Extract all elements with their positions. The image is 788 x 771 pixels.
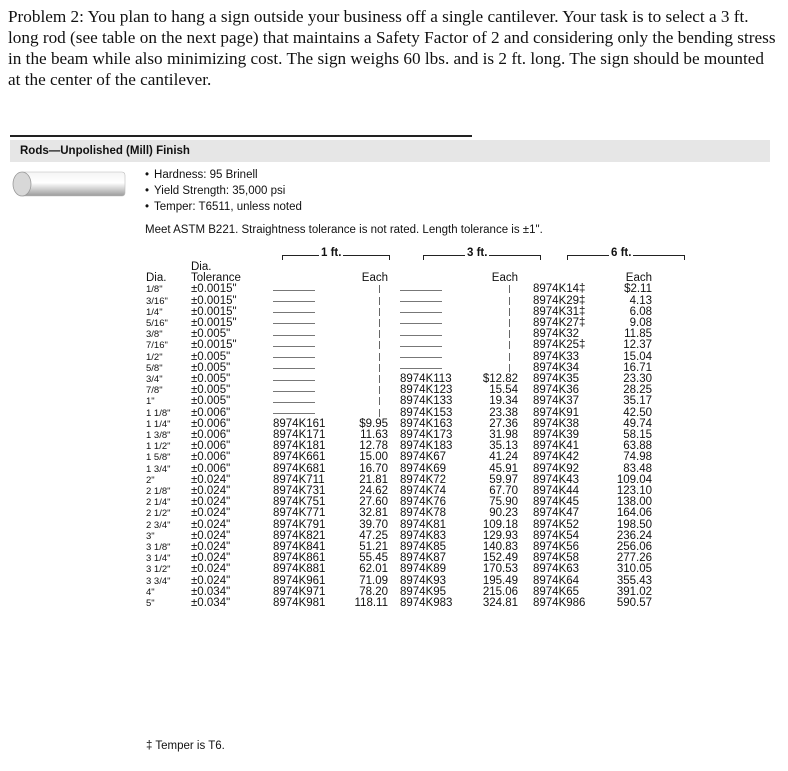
- dia-cell: 1 3/8": [146, 430, 171, 442]
- empty-dash: [273, 290, 315, 291]
- part-3ft-cell: 8974K89: [400, 563, 447, 576]
- part-6ft-cell: 8974K36: [533, 384, 580, 397]
- dia-cell: 1/8": [146, 284, 163, 296]
- empty-dash: [273, 301, 315, 302]
- table-row: [146, 284, 652, 295]
- tolerance-cell: ±0.0015": [191, 305, 237, 318]
- part-3ft-cell: 8974K76: [400, 496, 447, 509]
- part-1ft-cell: [273, 329, 333, 340]
- price-6ft-cell: 12.37: [623, 339, 652, 352]
- part-6ft-cell: 8974K32: [533, 328, 580, 341]
- price-3ft-cell: [472, 352, 518, 363]
- price-3ft-cell: 109.18: [482, 518, 518, 531]
- group-label-3ft: 3 ft.: [467, 247, 488, 259]
- tolerance-cell: ±0.024": [191, 541, 231, 554]
- part-6ft-cell: 8974K58: [533, 552, 580, 565]
- table-row: [146, 452, 652, 463]
- price-6ft-cell: 83.48: [623, 462, 652, 475]
- part-6ft-cell: 8974K27‡: [533, 317, 586, 330]
- price-1ft-cell: 11.63: [360, 429, 388, 442]
- price-1ft-cell: 39.70: [359, 518, 388, 531]
- price-6ft-cell: 9.08: [629, 317, 652, 330]
- price-1ft-cell: [333, 284, 388, 295]
- empty-dash: [273, 357, 315, 358]
- price-3ft-cell: 31.98: [489, 429, 518, 442]
- empty-dash: [273, 380, 315, 381]
- price-1ft-cell: 51.21: [359, 541, 388, 554]
- part-3ft-cell: 8974K93: [400, 574, 447, 587]
- tolerance-cell: ±0.006": [191, 451, 231, 464]
- tolerance-cell: ±0.0015": [191, 339, 237, 352]
- price-3ft-cell: [472, 318, 518, 329]
- problem-statement: Problem 2: You plan to hang a sign outside your business off a single cantilever. Your task is to select a 3 ft. long rod (see table on the next page) that maintains a Safety Factor of 2 and considering only the bending stress in the beam while also minimizing cost. The sign weighs 60 lbs. and is 2 ft. long. The sign should be mounted at the center of the cantilever.: [8, 7, 776, 89]
- part-3ft-cell: 8974K87: [400, 552, 447, 565]
- empty-mark: [509, 319, 510, 327]
- part-1ft-cell: 8974K771: [273, 507, 326, 520]
- dia-cell: 5": [146, 598, 155, 610]
- tolerance-cell: ±0.034": [191, 585, 231, 598]
- part-6ft-cell: 8974K33: [533, 350, 580, 363]
- part-1ft-cell: 8974K861: [273, 552, 326, 565]
- dia-cell: 5/16": [146, 318, 168, 330]
- part-3ft-cell: 8974K183: [400, 440, 453, 453]
- empty-mark: [509, 353, 510, 361]
- price-6ft-cell: 74.98: [623, 451, 652, 464]
- group-label-1ft: 1 ft.: [321, 247, 342, 259]
- empty-mark: [379, 375, 380, 383]
- price-6ft-cell: 109.04: [616, 473, 652, 486]
- part-6ft-cell: 8974K52: [533, 518, 580, 531]
- empty-mark: [509, 364, 510, 372]
- dia-cell: 1 1/8": [146, 407, 171, 419]
- part-1ft-cell: 8974K681: [273, 462, 326, 475]
- part-3ft-cell: 8974K74: [400, 485, 447, 498]
- group-header-6ft: [567, 247, 685, 261]
- part-1ft-cell: [273, 385, 333, 396]
- dia-cell: 7/8": [146, 385, 163, 397]
- tolerance-cell: ±0.024": [191, 518, 231, 531]
- tolerance-cell: ±0.005": [191, 384, 231, 397]
- rod-price-table: [146, 262, 652, 609]
- dia-cell: 1 1/4": [146, 418, 171, 430]
- part-6ft-cell: 8974K14‡: [533, 283, 586, 296]
- part-3ft-cell: [388, 329, 472, 340]
- price-3ft-cell: [472, 329, 518, 340]
- dia-cell: 1 5/8": [146, 452, 171, 464]
- price-1ft-cell: 27.60: [359, 496, 388, 509]
- empty-dash: [273, 335, 315, 336]
- price-1ft-cell: [333, 385, 388, 396]
- part-6ft-cell: 8974K39: [533, 429, 580, 442]
- empty-dash: [400, 368, 442, 369]
- price-6ft-cell: 4.13: [629, 294, 652, 307]
- header-tol-top: Dia.: [191, 261, 212, 273]
- empty-dash: [273, 323, 315, 324]
- table-row: [146, 564, 652, 575]
- part-3ft-cell: 8974K113: [400, 373, 452, 386]
- empty-mark: [379, 386, 380, 394]
- empty-mark: [379, 297, 380, 305]
- empty-dash: [400, 301, 442, 302]
- price-3ft-cell: 19.34: [489, 395, 518, 408]
- part-6ft-cell: 8974K35: [533, 373, 580, 386]
- empty-mark: [379, 409, 380, 417]
- part-3ft-cell: [388, 296, 472, 307]
- tolerance-cell: ±0.024": [191, 473, 231, 486]
- section-title: Rods—Unpolished (Mill) Finish: [20, 145, 190, 157]
- part-3ft-cell: [388, 318, 472, 329]
- header-each-1ft: Each: [361, 272, 388, 285]
- top-rule: [10, 135, 472, 137]
- price-6ft-cell: 49.74: [623, 417, 652, 430]
- dia-cell: 3/16": [146, 295, 168, 307]
- dia-cell: 1 3/4": [146, 463, 171, 475]
- price-1ft-cell: [333, 374, 388, 385]
- price-3ft-cell: 59.97: [489, 473, 518, 486]
- dia-cell: 3/8": [146, 329, 163, 341]
- part-1ft-cell: 8974K171: [273, 429, 326, 442]
- part-1ft-cell: 8974K981: [273, 597, 326, 610]
- part-6ft-cell: 8974K29‡: [533, 294, 586, 307]
- price-1ft-cell: $9.95: [359, 417, 388, 430]
- tolerance-cell: ±0.006": [191, 417, 231, 430]
- dia-cell: 2 1/8": [146, 486, 171, 498]
- table-row: [146, 508, 652, 519]
- part-3ft-cell: 8974K69: [400, 462, 447, 475]
- price-1ft-cell: [333, 352, 388, 363]
- price-6ft-cell: 164.06: [616, 507, 652, 520]
- price-6ft-cell: $2.11: [624, 283, 652, 296]
- part-3ft-cell: 8974K123: [400, 384, 453, 397]
- dia-cell: 5/8": [146, 362, 163, 374]
- group-header-3ft: [423, 247, 541, 261]
- part-6ft-cell: 8974K91: [533, 406, 580, 419]
- price-3ft-cell: 67.70: [489, 485, 518, 498]
- part-6ft-cell: 8974K25‡: [533, 339, 586, 352]
- dia-cell: 3 1/8": [146, 542, 171, 554]
- empty-mark: [509, 297, 510, 305]
- part-3ft-cell: [388, 352, 472, 363]
- rod-image: [10, 166, 132, 202]
- part-6ft-cell: 8974K31‡: [533, 305, 586, 318]
- tolerance-cell: ±0.024": [191, 496, 231, 509]
- price-6ft-cell: 138.00: [616, 496, 652, 509]
- standards-note: Meet ASTM B221. Straightness tolerance is not rated. Length tolerance is ±1".: [145, 224, 543, 236]
- empty-mark: [509, 308, 510, 316]
- part-1ft-cell: 8974K961: [273, 574, 326, 587]
- tolerance-cell: ±0.024": [191, 574, 231, 587]
- empty-mark: [379, 341, 380, 349]
- part-6ft-cell: 8974K47: [533, 507, 580, 520]
- part-3ft-cell: 8974K163: [400, 417, 453, 430]
- price-3ft-cell: 152.49: [482, 552, 518, 565]
- part-3ft-cell: 8974K983: [400, 597, 453, 610]
- price-3ft-cell: 195.49: [482, 574, 518, 587]
- table-row: [146, 396, 652, 407]
- dia-cell: 3 1/2": [146, 564, 171, 576]
- empty-mark: [509, 341, 510, 349]
- price-1ft-cell: 24.62: [359, 485, 388, 498]
- part-6ft-cell: 8974K45: [533, 496, 580, 509]
- price-6ft-cell: 198.50: [616, 518, 652, 531]
- price-3ft-cell: 90.23: [489, 507, 518, 520]
- price-1ft-cell: [333, 363, 388, 374]
- price-1ft-cell: [333, 396, 388, 407]
- part-1ft-cell: [273, 284, 333, 295]
- price-3ft-cell: [472, 284, 518, 295]
- price-1ft-cell: 21.81: [359, 473, 388, 486]
- empty-dash: [400, 357, 442, 358]
- part-3ft-cell: 8974K78: [400, 507, 447, 520]
- part-6ft-cell: 8974K63: [533, 563, 580, 576]
- part-6ft-cell: 8974K54: [533, 529, 580, 542]
- price-3ft-cell: 140.83: [482, 541, 518, 554]
- part-1ft-cell: [273, 363, 333, 374]
- tolerance-cell: ±0.024": [191, 563, 231, 576]
- tolerance-cell: ±0.0015": [191, 283, 237, 296]
- price-6ft-cell: 58.15: [623, 429, 652, 442]
- part-1ft-cell: 8974K751: [273, 496, 326, 509]
- empty-dash: [273, 391, 315, 392]
- empty-dash: [400, 346, 442, 347]
- empty-mark: [379, 353, 380, 361]
- empty-mark: [379, 285, 380, 293]
- price-3ft-cell: 215.06: [482, 585, 518, 598]
- part-1ft-cell: [273, 352, 333, 363]
- empty-dash: [400, 323, 442, 324]
- part-6ft-cell: 8974K34: [533, 361, 580, 374]
- price-3ft-cell: 170.53: [482, 563, 518, 576]
- empty-mark: [509, 285, 510, 293]
- dia-cell: 3": [146, 530, 155, 542]
- part-6ft-cell: 8974K43: [533, 473, 580, 486]
- price-6ft-cell: 11.85: [624, 328, 652, 341]
- price-6ft-cell: 391.02: [616, 585, 652, 598]
- price-3ft-cell: [472, 307, 518, 318]
- price-3ft-cell: [472, 296, 518, 307]
- dia-cell: 2 1/4": [146, 497, 171, 509]
- part-3ft-cell: 8974K95: [400, 585, 447, 598]
- part-1ft-cell: 8974K841: [273, 541, 326, 554]
- tolerance-cell: ±0.034": [191, 597, 231, 610]
- group-header-1ft: [282, 247, 390, 261]
- table-row: [146, 340, 652, 351]
- dia-cell: 7/16": [146, 340, 168, 352]
- price-3ft-cell: 41.24: [489, 451, 518, 464]
- price-3ft-cell: 75.90: [489, 496, 518, 509]
- part-3ft-cell: 8974K153: [400, 406, 453, 419]
- dia-cell: 3/4": [146, 374, 163, 386]
- price-3ft-cell: 324.81: [482, 597, 518, 610]
- empty-dash: [273, 413, 315, 414]
- price-6ft-cell: 42.50: [623, 406, 652, 419]
- part-1ft-cell: [273, 296, 333, 307]
- price-3ft-cell: 35.13: [489, 440, 518, 453]
- part-1ft-cell: 8974K821: [273, 529, 326, 542]
- tolerance-cell: ±0.005": [191, 373, 231, 386]
- part-1ft-cell: 8974K661: [273, 451, 326, 464]
- part-1ft-cell: [273, 374, 333, 385]
- dia-cell: 1/2": [146, 351, 163, 363]
- empty-dash: [273, 402, 315, 403]
- dia-cell: 3 3/4": [146, 575, 171, 587]
- part-3ft-cell: 8974K81: [400, 518, 447, 531]
- price-1ft-cell: 78.20: [359, 585, 388, 598]
- price-6ft-cell: 355.43: [616, 574, 652, 587]
- price-3ft-cell: 23.38: [489, 406, 518, 419]
- empty-dash: [273, 346, 315, 347]
- price-1ft-cell: 62.01: [359, 563, 388, 576]
- tolerance-cell: ±0.024": [191, 507, 231, 520]
- empty-mark: [379, 319, 380, 327]
- empty-dash: [273, 368, 315, 369]
- price-6ft-cell: 23.30: [623, 373, 652, 386]
- price-6ft-cell: 277.26: [616, 552, 652, 565]
- price-1ft-cell: [333, 307, 388, 318]
- part-3ft-cell: 8974K83: [400, 529, 447, 542]
- property-temper: • Temper: T6511, unless noted: [145, 199, 302, 215]
- part-1ft-cell: 8974K971: [273, 585, 326, 598]
- header-tolerance: Tolerance: [191, 272, 241, 285]
- price-1ft-cell: 16.70: [359, 462, 388, 475]
- tolerance-cell: ±0.005": [191, 350, 231, 363]
- dia-cell: 2": [146, 474, 155, 486]
- footnote: ‡ Temper is T6.: [146, 740, 225, 752]
- price-1ft-cell: 47.25: [359, 529, 388, 542]
- header-dia: Dia.: [146, 272, 167, 285]
- part-3ft-cell: 8974K133: [400, 395, 453, 408]
- tolerance-cell: ±0.024": [191, 485, 231, 498]
- group-label-6ft: 6 ft.: [611, 247, 632, 259]
- tolerance-cell: ±0.024": [191, 552, 231, 565]
- dia-cell: 2 1/2": [146, 508, 171, 520]
- empty-dash: [400, 290, 442, 291]
- part-3ft-cell: 8974K85: [400, 541, 447, 554]
- property-hardness: • Hardness: 95 Brinell: [145, 167, 302, 183]
- price-6ft-cell: 123.10: [616, 485, 652, 498]
- part-3ft-cell: 8974K67: [400, 451, 447, 464]
- empty-dash: [273, 312, 315, 313]
- part-6ft-cell: 8974K42: [533, 451, 580, 464]
- dia-cell: 3 1/4": [146, 553, 171, 565]
- price-6ft-cell: 236.24: [616, 529, 652, 542]
- part-6ft-cell: 8974K64: [533, 574, 580, 587]
- price-6ft-cell: 16.71: [623, 361, 652, 374]
- empty-mark: [509, 330, 510, 338]
- part-6ft-cell: 8974K986: [533, 597, 586, 610]
- table-row: [146, 598, 652, 609]
- price-1ft-cell: [333, 318, 388, 329]
- part-1ft-cell: [273, 340, 333, 351]
- part-1ft-cell: 8974K181: [273, 440, 326, 453]
- dia-cell: 2 3/4": [146, 519, 171, 531]
- part-6ft-cell: 8974K44: [533, 485, 580, 498]
- price-3ft-cell: 15.54: [489, 384, 518, 397]
- price-1ft-cell: 32.81: [359, 507, 388, 520]
- price-6ft-cell: 15.04: [623, 350, 652, 363]
- part-1ft-cell: [273, 396, 333, 407]
- price-1ft-cell: 12.78: [359, 440, 388, 453]
- price-6ft-cell: 256.06: [616, 541, 652, 554]
- tolerance-cell: ±0.0015": [191, 317, 237, 330]
- part-1ft-cell: 8974K711: [273, 473, 325, 486]
- price-6ft-cell: 590.57: [616, 597, 652, 610]
- dia-cell: 4": [146, 586, 155, 598]
- tolerance-cell: ±0.005": [191, 395, 231, 408]
- empty-mark: [379, 364, 380, 372]
- price-6ft-cell: 35.17: [623, 395, 652, 408]
- header-each-6ft: Each: [625, 272, 652, 285]
- part-6ft-cell: 8974K65: [533, 585, 580, 598]
- price-6ft-cell: 6.08: [629, 305, 652, 318]
- dia-cell: 1": [146, 396, 155, 408]
- price-3ft-cell: 45.91: [489, 462, 518, 475]
- part-1ft-cell: 8974K161: [273, 417, 326, 430]
- tolerance-cell: ±0.005": [191, 328, 231, 341]
- tolerance-cell: ±0.006": [191, 406, 231, 419]
- dia-cell: 1 1/2": [146, 441, 171, 453]
- part-6ft-cell: 8974K92: [533, 462, 580, 475]
- tolerance-cell: ±0.0015": [191, 294, 237, 307]
- part-3ft-cell: 8974K72: [400, 473, 447, 486]
- part-3ft-cell: [388, 307, 472, 318]
- empty-dash: [400, 312, 442, 313]
- price-1ft-cell: [333, 340, 388, 351]
- part-6ft-cell: 8974K56: [533, 541, 580, 554]
- tolerance-cell: ±0.024": [191, 529, 231, 542]
- price-1ft-cell: 15.00: [359, 451, 388, 464]
- price-6ft-cell: 63.88: [623, 440, 652, 453]
- part-1ft-cell: [273, 318, 333, 329]
- empty-mark: [379, 330, 380, 338]
- part-1ft-cell: 8974K881: [273, 563, 326, 576]
- tolerance-cell: ±0.006": [191, 429, 231, 442]
- price-1ft-cell: [333, 296, 388, 307]
- price-3ft-cell: $12.82: [482, 373, 518, 386]
- tolerance-cell: ±0.006": [191, 462, 231, 475]
- part-3ft-cell: 8974K173: [400, 429, 453, 442]
- price-6ft-cell: 310.05: [616, 563, 652, 576]
- part-6ft-cell: 8974K41: [533, 440, 580, 453]
- empty-dash: [400, 335, 442, 336]
- empty-mark: [379, 308, 380, 316]
- empty-mark: [379, 397, 380, 405]
- price-3ft-cell: 129.93: [482, 529, 518, 542]
- properties-list: [145, 167, 302, 215]
- price-1ft-cell: 71.09: [359, 574, 388, 587]
- part-3ft-cell: [388, 284, 472, 295]
- property-yield-strength: • Yield Strength: 35,000 psi: [145, 183, 302, 199]
- part-6ft-cell: 8974K38: [533, 417, 580, 430]
- tolerance-cell: ±0.005": [191, 361, 231, 374]
- part-1ft-cell: 8974K791: [273, 518, 326, 531]
- price-1ft-cell: 118.11: [354, 597, 388, 610]
- price-1ft-cell: 55.45: [359, 552, 388, 565]
- price-3ft-cell: 27.36: [489, 417, 518, 430]
- dia-cell: 1/4": [146, 306, 163, 318]
- price-3ft-cell: [472, 340, 518, 351]
- price-1ft-cell: [333, 329, 388, 340]
- header-each-3ft: Each: [491, 272, 518, 285]
- part-6ft-cell: 8974K37: [533, 395, 580, 408]
- tolerance-cell: ±0.006": [191, 440, 231, 453]
- part-1ft-cell: 8974K731: [273, 485, 326, 498]
- part-3ft-cell: [388, 340, 472, 351]
- part-1ft-cell: [273, 307, 333, 318]
- price-6ft-cell: 28.25: [623, 384, 652, 397]
